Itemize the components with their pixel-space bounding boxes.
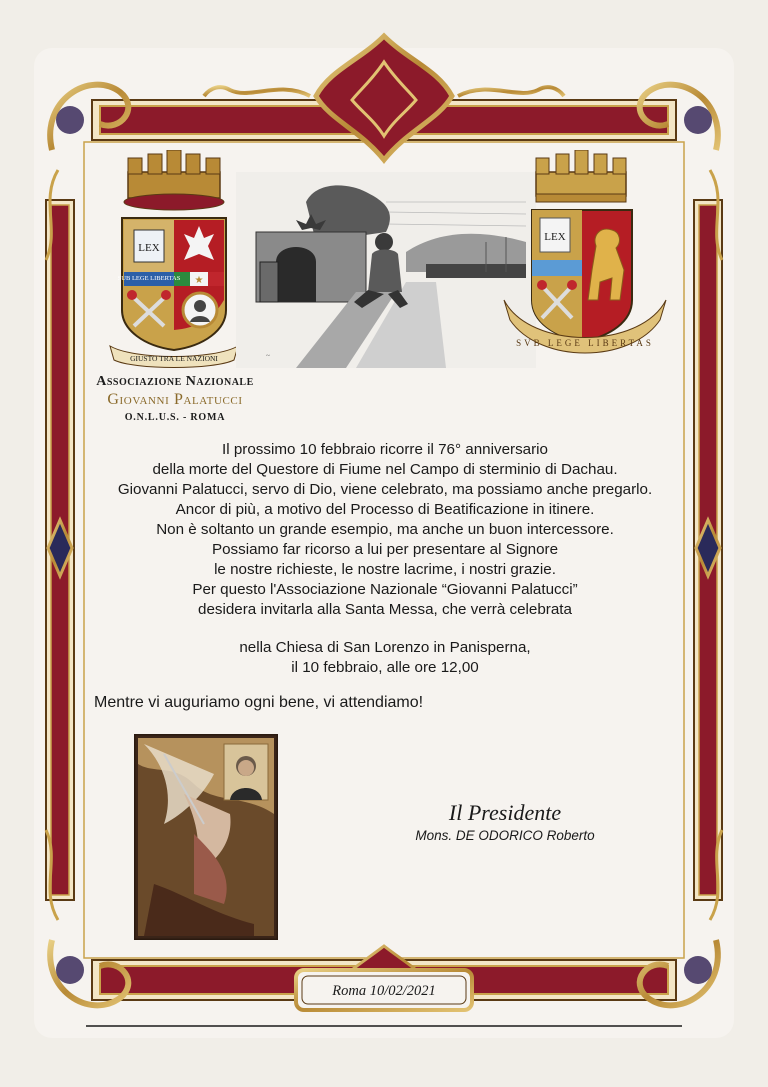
body-line: le nostre richieste, le nostre lacrime, i nostri grazie. xyxy=(214,561,556,578)
venue-info xyxy=(74,638,696,678)
ribbon-text: SVB LEGE LIBERTAS xyxy=(516,338,654,348)
saint-michael-painting xyxy=(134,734,278,940)
body-line: Per questo l'Associazione Nazionale “Giovanni Palatucci” xyxy=(192,581,578,598)
body-line: Possiamo far ricorso a lui per presentare al Signore xyxy=(211,541,559,558)
greeting-text: Mentre vi auguriamo ogni bene, vi attendiamo! xyxy=(94,694,424,711)
body-line: Non è soltanto un grande esempio, ma anche un buon intercessore. xyxy=(156,521,614,538)
body-line: della morte del Questore di Fiume nel Campo di sterminio di Dachau. xyxy=(152,461,618,478)
book-lex-text: LEX xyxy=(138,242,160,254)
body-line: Giovanni Palatucci, servo di Dio, viene celebrato, ma possiamo anche pregarlo. xyxy=(117,481,653,498)
crown-icon xyxy=(536,150,626,202)
ribbon-text: GIUSTO TRA LE NAZIONI xyxy=(130,354,218,363)
book-lex-text: LEX xyxy=(544,231,566,243)
association-line3: O.N.L.U.S. - ROMA xyxy=(124,412,226,423)
signature-name: Mons. DE ODORICO Roberto xyxy=(415,828,595,843)
date-plaque xyxy=(300,974,468,1008)
crown-icon xyxy=(124,150,224,210)
historical-engraving-image xyxy=(236,172,536,368)
svg-text:~: ~ xyxy=(266,352,270,360)
body-line: Il prossimo 10 febbraio ricorre il 76° anniversario xyxy=(222,441,548,458)
venue-line2: il 10 febbraio, alle ore 12,00 xyxy=(291,659,479,676)
body-line: desidera invitarla alla Santa Messa, che verrà celebrata xyxy=(198,601,572,618)
signature-title: Il Presidente xyxy=(448,800,562,825)
signature-block xyxy=(380,800,630,843)
band-text: SUB LEGE LIBERTAS xyxy=(117,275,181,282)
association-line2: Giovanni Palatucci xyxy=(107,391,243,408)
association-name xyxy=(70,374,280,423)
invitation-body xyxy=(74,440,696,620)
date-text: Roma 10/02/2021 xyxy=(332,982,436,999)
body-line: Ancor di più, a motivo del Processo di Beatificazione in itinere. xyxy=(175,501,595,518)
police-coat-of-arms xyxy=(500,150,670,372)
venue-line1: nella Chiesa di San Lorenzo in Panisperna, xyxy=(239,639,531,656)
svg-text:★: ★ xyxy=(194,275,204,286)
association-coat-of-arms xyxy=(104,150,244,372)
association-line1: Associazione Nazionale xyxy=(96,374,254,389)
